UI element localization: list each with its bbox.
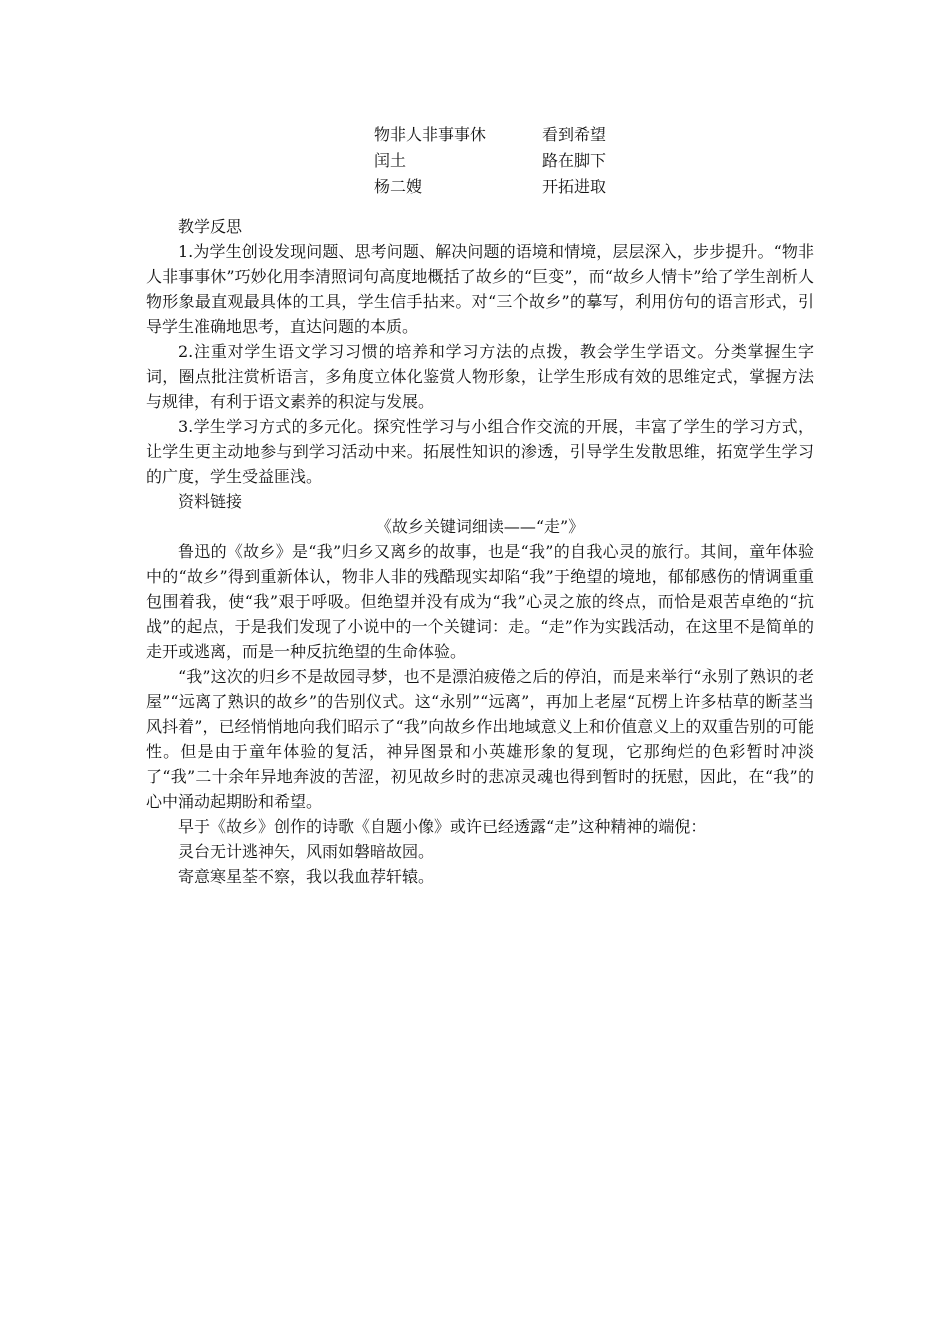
reflection-paragraph-1: 1.为学生创设发现问题、思考问题、解决问题的语境和情境，层层深入，步步提升。“物非人非事事休”巧妙化用李清照词句高度地概括了故乡的“巨变”，而“故乡人情卡”给了学生剖析人物形象最直观最具体的工具，学生信手拈来。对“三个故乡”的摹写，利用仿句的语言形式，引导学生准确地思考，直达问题的本质。 (146, 242, 814, 336)
article-title: 《故乡关键词细读——“走”》 (375, 517, 585, 536)
table-cell: 看到希望 (542, 125, 607, 144)
section-heading-resources: 资料链接 (178, 492, 243, 511)
table-cell: 路在脚下 (542, 151, 607, 170)
table-row (374, 174, 674, 200)
document-page (146, 122, 814, 889)
article-paragraph-2: “我”这次的归乡不是故园寻梦，也不是漂泊疲倦之后的停泊，而是来举行“永别了熟识的老屋”“远离了熟识的故乡”的告别仪式。这“永别”“远离”，再加上老屋“瓦楞上许多枯草的断茎当风抖着”，已经悄悄地向我们昭示了“我”向故乡作出地域意义上和价值意义上的双重告别的可能性。但是由于童年体验的复活，神异图景和小英雄形象的复现，它那绚烂的色彩暂时冲淡了“我”二十余年异地奔波的苦涩，初见故乡时的悲凉灵魂也得到暂时的抚慰，因此，在“我”的心中涌动起期盼和希望。 (146, 667, 814, 811)
article-paragraph-1: 鲁迅的《故乡》是“我”归乡又离乡的故事，也是“我”的自我心灵的旅行。其间，童年体验中的“故乡”得到重新体认，物非人非的残酷现实却陷“我”于绝望的境地，郁郁感伤的情调重重包围着我，使“我”艰于呼吸。但绝望并没有成为“我”心灵之旅的终点，而恰是艰苦卓绝的“抗战”的起点，于是我们发现了小说中的一个关键词：走。“走”作为实践活动，在这里不是简单的走开或逃离，而是一种反抗绝望的生命体验。 (146, 542, 814, 661)
table-row (374, 122, 674, 148)
poem-line-1: 灵台无计逃神矢，风雨如磐暗故园。 (178, 842, 435, 861)
table-cell: 开拓进取 (542, 177, 607, 196)
reflection-paragraph-3: 3.学生学习方式的多元化。探究性学习与小组合作交流的开展，丰富了学生的学习方式，让学生更主动地参与到学习活动中来。拓展性知识的渗透，引导学生发散思维，拓宽学生学习的广度，学生受益匪浅。 (146, 417, 814, 486)
table-row (374, 148, 674, 174)
table-cell: 杨二嫂 (374, 177, 423, 196)
section-heading-reflection: 教学反思 (178, 217, 243, 236)
poem-line-2: 寄意寒星荃不察，我以我血荐轩辕。 (178, 867, 435, 886)
reflection-paragraph-2: 2.注重对学生语文学习习惯的培养和学习方法的点拨，教会学生学语文。分类掌握生字词，圈点批注赏析语言，多角度立体化鉴赏人物形象，让学生形成有效的思维定式，掌握方法与规律，有利于语文素养的积淀与发展。 (146, 342, 814, 411)
summary-table (374, 122, 674, 200)
table-cell: 物非人非事事休 (374, 125, 487, 144)
article-paragraph-3: 早于《故乡》创作的诗歌《自题小像》或许已经透露“走”这种精神的端倪： (178, 817, 707, 836)
table-cell: 闰土 (374, 151, 407, 170)
